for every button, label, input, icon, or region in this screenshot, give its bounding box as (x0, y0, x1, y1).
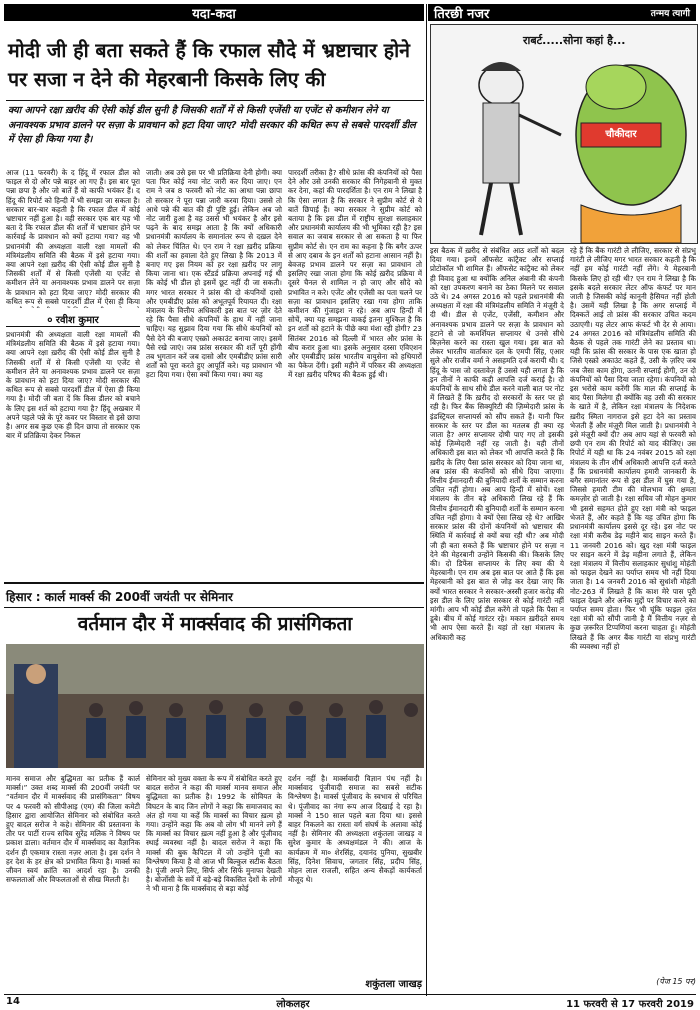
divider (4, 582, 424, 584)
column-divider (426, 4, 427, 996)
article1-col2: जाती। अब उसे इस पर भी प्रतिक्रिया देनी होगी। क्या पता फिर कोई नया नोट जारी कर दिया जाए। एन राम ने जब 8 फरवरी को नोट का आधा पन्ना छापा तो सरकार ने पूरा पन्ना जारी करवा दिया। उससे तो आधे पन्ने की बात की ही पुष्टि हुई। लेकिन अब जो नोट जारी हुआ है वह उससे भी भयंकर है और इसे पढ़ने के बाद समझ आता है कि क्यों अधिकारी प्रधानमंत्री कार्यालय के समानांतर रूप से दख़ल देने को लेकर चिंतित थे। एन राम ने रक्षा ख़रीद प्रक्रिया की शर्तों का हवाला देते हुए लिखा है कि 2013 में बनाए गए इस नियम को हर रक्षा ख़रीद पर लागू किया जाना था। एक स्टैंडर्ड प्रक्रिया अपनाई गई थी कि कोई भी डील हो इसमें छूट नहीं दी जा सकती। मगर भारत सरकार ने फ्रांस की दो कंपनियों दासो और एमबीडीए फ्रांस को अभूतपूर्व रियायत दी। रक्षा मंत्रालय के वित्तीय अधिकारी इस बात पर ज़ोर देते रहे कि पैसा सीधे कंपनियों के हाथ में नहीं जाना चाहिए। यह सुझाव दिया गया कि सीधे कंपनियों को पैसे देने की बजाए एस्क्रो अकाउंट बनाया जाए। इसमें पैसे रखे जाएं। जब फ्रांस सरकार की शर्तें पूरी होंगी तब भुगतान करें जब दासो और एमबीडीए फ्रांस सारी शर्तों को पूरा करते हुए आपूर्ति करे। यह प्रावधान भी हटा दिया गया। ऐसा क्यों किया गया। क्या यह (146, 168, 282, 380)
divider (4, 607, 424, 608)
seminar-photo-drawing (6, 644, 424, 768)
divider (6, 100, 424, 101)
article2-headline: वर्तमान दौर में मार्क्सवाद की प्रासंगिकता (77, 613, 353, 635)
article1-col3: पारदर्शी तरीका है? सीधे फ्रांस की कंपनियों को पैसा देने और उसे उनकी सरकार की निगेहबानी से मुक्त कर देना, कहां की पारदर्शिता है। एन राम ने लिखा है कि ऐसा लगता है कि सरकार ने सुप्रीम कोर्ट से ये बातें छिपाई हैं। क्या सरकार ने सुप्रीम कोर्ट को बताया है कि इस डील में राष्ट्रीय सुरक्षा सलाहकार और प्रधानमंत्री कार्यालय की भी भूमिका रही है? इस सवाल का जवाब सरकार से आ सकता है या फिर सुप्रीम कोर्ट से। एन राम का कहना है कि बगैर ऊपर से आए दबाव के इन शर्तों को हटाना आसान नहीं है। बेवजह प्रभाव डालने पर सज़ा का प्रावधान तो इसलिए रखा जाता होगा कि कोई ख़रीद प्रक्रिया में दूसरे चैनल से शामिल न हो जाए और सौदे को प्रभावित न करे। एजेंट और एजेंसी का पता चलने पर सज़ा का प्रावधान इसलिए रखा गया होगा ताकि कमीशन की गुंजाइश न रहे। अब आप हिन्दी में सोचें, क्या यह समझना वाकई इतना मुश्किल है कि इन शर्तों को हटाने के पीछे क्या मंशा रही होगी? 23 सितंबर 2016 को दिल्ली में भारत और फ्रांस के बीच करार हुआ था। इसके अनुसार दस्सा एविएशन और एमबीडीए फ्रांस भारतीय वायुसेना को हथियारों का पैकेज देंगी। इसी महीने में परिकर की अध्यक्षता में रक्षा ख़रीद परिषद की बैठक हुई थी। (288, 168, 422, 380)
article2-col2: सेमिनार को मुख्य वक्ता के रूप में संबोधित करते हुए बादल सरोज ने कहा की मार्क्स मानव समाज और बुद्धिमता का प्रतीक है। 1992 के सोवियत के विघटन के बाद जिन लोगों ने कहा कि समाजवाद का अंत हो गया या कहें कि मार्क्स का विचार ख़त्म हो गया। उन्होंने कहा कि अब वो लोग भी मानने लगे हैं कि मार्क्स का विचार ख़त्म नहीं हुआ है और पूंजीवाद स्थाई व्यवस्था नहीं है। बादल सरोज ने कहा कि मार्क्स की बुक कैपिटल में जो उन्होंने पूंजी का विश्लेषण किया है वो आज भी बिल्कुल सटीक बैठता है। पूंजी अपने लिए, सिर्फ और सिर्फ मुनाफा देखती है। बोर्जोसी के सर्वे में बड़े-बड़े विकसित देशों के लोगों ने भी माना है कि मार्क्सवाद से बड़ा कोई (146, 774, 282, 894)
article1-col1-top: आज (11 फरवरी) के द हिंदू में रफाल डील को फाइल से दो और पन्ने बाहर आ गए हैं। इस बार पूरा पन्ना छपा है और जो बातें हैं वो काफी भयंकर हैं। द हिंदू की रिपोर्ट को हिन्दी में भी समझा जा सकता है। सरकार बार-बार कहती है कि रफाल डील में कोई भ्रष्टाचार नहीं हुआ है। वही सरकार एक बार यह भी बता दे कि रफाल डील की शर्तों में भ्रष्टाचार होने पर कार्रवाई के प्रावधान को क्यों हटाया गया? वह भी प्रधानमंत्री की अध्यक्षता वाली रक्षा मामलों की मंत्रिमंडलीय समिति की बैठक में इसे हटाया गया। क्या आपने रक्षा ख़रीद की ऐसी कोई डील सुनी है जिसकी शर्तों में से किसी एजेंसी या एजेंट से कमीशन लेने या अनावश्यक प्रभाव डालने पर सज़ा के प्रावधान को हटा दिया जाए? मोदी सरकार की कथित रूप से सबसे पारदर्शी डील में ऐसा ही किया (6, 168, 140, 306)
intro-text: क्या आपने रक्षा ख़रीद की ऐसी कोई डील सुनी है जिसकी शर्तों में से किसी एजेंसी या एजेंट से कमीशन लेने या अनावश्यक प्रभाव डालने पर सज़ा के प्रावधान को हटा दिया जाए? मोदी सरकार की कथित रूप से सबसे पारदर्शी डील में ऐसा ही किया गया है। (8, 105, 416, 145)
article2-kicker: हिसार : कार्ल मार्क्स की 200वीं जयंती पर सेमिनार (6, 590, 233, 604)
article2-col3: दर्शन नहीं है। मार्क्सवादी विज्ञान पंथ नहीं है। मार्क्सवाद पूंजीवादी समाज का सबसे सटीक विश्लेषण है। मार्क्स पूंजीवाद के स्वभाव से परिचित थे। पूंजीवाद का नंगा रूप आज दिखाई दे रहा है। मार्क्स ने 150 साल पहले बता दिया था। इससे बाहर निकलने का रास्ता वर्ग संघर्ष के अलावा कोई नहीं है। सेमिनार की अध्यक्षता शकुंतला जाखड़ व सुरेश कुमार के अध्यक्षमंडल ने की। आज के कार्यक्रम में मा० शेरसिंह, दयानंद पुनिया, सुखबीर सिंह, दिनेश सिवाच, जगतार सिंह, प्रदीप सिंह, मोहन लाल राजली, सहित अन्य सैकड़ों कार्यकर्ता मौजूद थे। (288, 774, 422, 885)
footer (6, 996, 694, 1008)
article1-col1-bottom (6, 330, 140, 576)
newspaper-name: लोकलहर (276, 999, 310, 1010)
issue-date: 11 फरवरी से 17 फरवरी 2019 (566, 999, 694, 1010)
section-header-right (428, 4, 696, 21)
reporter-name: शकुंतला जाखड़ (365, 979, 422, 990)
cartoonist-name: तन्मय त्यागी (650, 9, 690, 19)
article1-right-col1: इस बैठक में ख़रीद से संबंधित आठ शर्तों को बदल दिया गया। इनमें ऑफसेट कांट्रैक्ट और सप्लाई प्रोटोकॉल भी शामिल हैं। ऑफसेट कांट्रैक्ट को लेकर ही विवाद हुआ था क्योंकि अनिल अंबानी की कंपनी को रक्षा उपकरण बनाने का ठेका मिलने पर सवाल उठे थे। 24 अगस्त 2016 को पहले प्रधानमंत्री की अध्यक्षता में रक्षा की मंत्रिमंडलीय समिति ने मंज़ूरी दे दी थी। डील से एजेंट, एजेंसी, कमीशन और अनावश्यक प्रभाव डालने पर सज़ा के प्रावधान को हटाने से जो कमर्शियल सप्लायर थे उनसे सीधे बिज़नेस करने का रास्ता खुल गया। इस बात को लेकर भारतीय वार्ताकार दल के एमपी सिंह, एआर सुले और राजीव वर्मा ने असहमति दर्ज करायी थी। द हिंदू के पास जो दस्तावेज़ हैं उससे यही लगता है कि इन तीनों ने काफी कड़ी आपत्ति दर्ज कराई है। दो कंपनियों के साथ सीधे डील करने वाली बात पर नोट में लिखते हैं कि ख़रीद दो सरकारों के स्तर पर हो रही है। फिर बैंक सिक्यूरिटी की ज़िम्मेदारी फ्रांस के इंडस्ट्रियल सप्लायर्स को सौंप सकते हैं। यानी फिर सरकार के स्तर पर डील का मतलब ही क्या रह जाता है? अगर सप्लायर दोषी पाए गए तो इसकी कोई ज़िम्मेदारी नहीं रह जाती है। यही तीनों अधिकारी इस बात को लेकर भी आपत्ति करते हैं कि ख़रीद के लिए पैसा फ्रांस सरकार को दिया जाना था, अब फ्रांस की कंपनियों को सीधे दिया जाएगा। वित्तीय ईमानदारी की बुनियादी शर्तों के सम्मान करना उचित नहीं होगा। अब आप हिन्दी में सोचें। रक्षा मंत्रालय के तीन बड़े अधिकारी लिख रहे हैं कि वित्तीय ईमानदारी की बुनियादी शर्तों के सम्मान करना उचित नहीं होगा। वे क्यों ऐसा लिख रहे थे? आखिर सरकार फ्रांस की दोनों कंपनियों को भ्रष्टाचार की स्थिति में कार्रवाई से क्यों बचा रही थी? अब मोदी जी ही बता सकते हैं कि भ्रष्टाचार होने पर सज़ा न देने की मेहरबानी उन्होंने किसकी की। किसके लिए की। दो डिफेंस सप्लायर के लिए क्या की ये मेहरबानी। एन राम अब इस बात पर आते हैं कि इस मेहरबानी को इस बात से जोड़ कर देखा जाए कि क्यों भारत सरकार ने सरकार-अस्सी हजार करोड़ की इस डील के लिए फ्रांस सरकार से कोई गारंटी नहीं मांगी। आप भी कोई डील करेंगे तो पहले कि पैसा न डूबे। बीच में कोई गारंटर रहे। मकान ख़रीदते समय भी आप ऐसा करते हैं। यहां तो रक्षा मंत्रालय के अधिकारी कह (430, 246, 564, 642)
cartoon-badge: चौकीदार (605, 129, 637, 140)
page-number: 14 (6, 996, 20, 1007)
seminar-photo (6, 644, 424, 768)
main-headline: मोदी जी ही बता सकते हैं कि रफाल सौदे में भ्रष्टाचार होने पर सजा न देने की मेहरबानी किसके लिए की (8, 39, 410, 91)
article1-col1-note: प्रधानमंत्री की अध्यक्षता वाली रक्षा मामलों की मंत्रिमंडलीय समिति की बैठक में इसे हटाया गया। क्या आपने रक्षा ख़रीद की ऐसी कोई डील सुनी है जिसकी शर्तों में से किसी एजेंसी या एजेंट से कमीशन लेने या अनावश्यक प्रभाव डालने पर सज़ा के प्रावधान को हटा दिया जाए? मोदी सरकार की कथित रूप से सबसे पारदर्शी डील में ऐसा ही किया गया है। मोदी जी बता दें कि किस डीलर को बचाने के लिए इस शर्त को हटाया गया है? हिंदू अखबार में अपने पहले पन्ने के पूरे कवर पर विस्तार से इसे छापा है। अगर सब कुछ एक ही दिन छापा तो सरकार एक बार में प्रतिक्रिया देकर निकल (6, 330, 140, 441)
section-header-left: यदा-कदा (4, 4, 424, 21)
author-byline: ० रवीश कुमार (6, 312, 140, 327)
footer-rule (4, 994, 696, 995)
article1-right-col2: रहे हैं कि बैंक गारंटी ले लीजिए, सरकार से संप्रभु गारंटी ले लीजिए मगर भारत सरकार कहती है कि नहीं हम कोई गारंटी नहीं लेंगे। ये मेहरबानी किसके लिए हो रही थी? एन राम ने लिखा है कि इसके बदले सरकार लेटर ऑफ कंफर्ट पर मान जाती है जिसकी कोई कानूनी हैसियत नहीं होती है। उसमें यही लिखा है कि अगर सप्लाई में दिक्कतें आई तो फ्रांस की सरकार उचित कदम उठाएगी। यह लेटर आफ कंफर्ट भी देर से आया। 24 अगस्त 2016 को मंत्रिमंडलीय समिति की बैठक से पहले तक गारंटी लेने का प्रस्ताव था। यही कि फ्रांस की सरकार के पास एक खाता हो जिसे एस्क्रो अकाउंट कहते हैं, उसी के ज़रिए जब जब जैसा काम होगा, उतनी सप्लाई होगी, उन दो कंपनियों को पैसा दिया जाता रहेगा। कंपनियों को इस भरोसे काम करेंगी कि माल की सप्लाई के बाद पैसा मिलेगा ही क्योंकि वह उसी की सरकार के खाते में है, लेकिन रक्षा मंत्रालय के निदेशक ख़रीद स्मिता नागराज इसे हटा देने का प्रस्ताव भेजती हैं और मंज़ूरी मिल जाती है। प्रधानमंत्री ने इसे मंज़ूरी क्यों दी? अब आप यहां से फरवरी को छपी एन राम की रिपोर्ट को याद कीजिए। उस रिपोर्ट में यही था कि 24 नवंबर 2015 को रक्षा मंत्रालय के तीन शीर्ष अधिकारी आपत्ति दर्ज करते हैं कि प्रधानमंत्री कार्यालय हमारी जानकारी के बगैर समानांतर रूप से इस डील में घुस गया है, जिससे हमारी टीम की मोलभाव की क्षमता कमज़ोर हो जाती है। रक्षा सचिव जी मोहन कुमार भी इससे सहमत होते हुए रक्षा मंत्री को फाइल भेजते हैं, और कहते हैं कि यह उचित होगा कि प्रधानमंत्री कार्यालय इससे दूर रहे। इस नोट पर रक्षा मंत्री करीब डेढ़ महीने बाद साइन करते हैं। 11 जनवरी 2016 को। खुद रक्षा मंत्री फाइल पर साइन करने में डेढ़ महीना लगाते हैं, लेकिन रक्षा मंत्रालय में वित्तीय सलाहकार सुधांशु मोहंती को फाइल देखने का पर्याप्त समय भी नहीं दिया जाता है। 14 जनवरी 2016 को सुधांशी मोहंती नोट-263 में लिखते हैं कि काश मेरे पास पूरी फाइल देखने और अनेक मुद्दों पर विचार करने का पर्याप्त समय होता। फिर भी चूंकि फाइल तुरंत रक्षा मंत्री को सौंपी जानी है मैं वित्तीय नज़र से कुछ ज़रूरित टिप्पणियां करना चाहता हूं। मोहंती लिखते हैं कि अगर बैंक गारंटी या संप्रभु गारंटी की व्यवस्था नहीं हो (570, 246, 696, 651)
cartoon (430, 24, 698, 244)
cartoon-speech: राबर्ट.....सोना कहां है... (523, 34, 626, 47)
cartoon-section-title: तिरछी नजर (434, 6, 490, 22)
continued-note: (पेज 15 पर) (656, 977, 696, 986)
article2-col1: मानव समाज और बुद्धिमता का प्रतीक हैं कार्ल मार्क्स।” उक्त शब्द मार्क्स की 200वीं जयंती पर “वर्तमान दौर में मार्क्सवाद की प्रासंगिकता” विषय पर 4 फरवरी को सीपीआइ (एम) की जिला कमेटी हिसार द्वारा आयोजित सेमिनार को संबोधित करते हुए बादल सरोज ने कहे। सेमिनार की प्रस्तावना के तौर पर पार्टी राज्य सचिव सुरेंद्र मलिक ने विषय पर प्रकाश डाला। वर्तमान दौर में मार्क्सवाद का वैज्ञानिक दर्शन ही एकमात्र रास्ता नज़र आता है। इस दर्शन ने हर देश के हर क्षेत्र को प्रभावित किया है। मार्क्स का जीवन स्वयं क्रांति का आदर्श रहा है। उनकी सफलताओं और विफलताओं से सीख मिलती है। (6, 774, 140, 885)
